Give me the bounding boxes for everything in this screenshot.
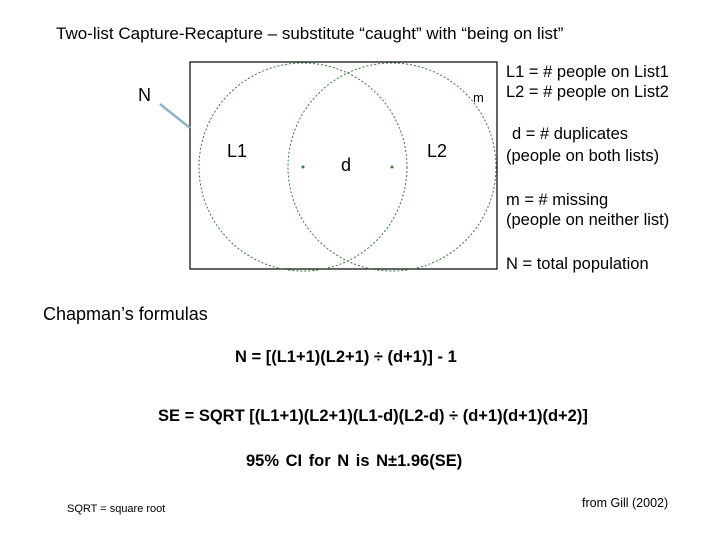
sqrt-note: SQRT = square root <box>67 503 166 515</box>
source-note: from Gill (2002) <box>582 496 669 510</box>
legend-d-detail: (people on both lists) <box>506 147 660 165</box>
legend-n: N = total population <box>506 255 649 273</box>
legend-l1: L1 = # people on List1 <box>506 63 669 81</box>
l1-label: L1 <box>227 141 248 161</box>
ci-formula: 95% CI for N is N±1.96(SE) <box>246 452 463 470</box>
se-formula: SE = SQRT [(L1+1)(L2+1)(L1-d)(L2-d) ÷ (d+1)(d+1)(d+2)] <box>158 407 588 425</box>
list1-center-dot <box>302 166 305 169</box>
page-title: Two-list Capture-Recapture – substitute “caught” with “being on list” <box>56 24 564 43</box>
list2-center-dot <box>391 166 394 169</box>
legend-m-detail: (people on neither list) <box>506 211 670 229</box>
l2-label: L2 <box>427 141 448 161</box>
n-label: N <box>138 85 151 105</box>
legend-l2: L2 = # people on List2 <box>506 83 669 101</box>
legend-d: d = # duplicates <box>512 125 629 143</box>
d-label: d <box>341 155 352 175</box>
m-label: m <box>473 90 484 105</box>
n-formula: N = [(L1+1)(L2+1) ÷ (d+1)] - 1 <box>235 348 457 366</box>
legend-m: m = # missing <box>506 191 609 209</box>
n-pointer-line <box>160 104 190 128</box>
formulas-heading: Chapman’s formulas <box>43 304 208 324</box>
